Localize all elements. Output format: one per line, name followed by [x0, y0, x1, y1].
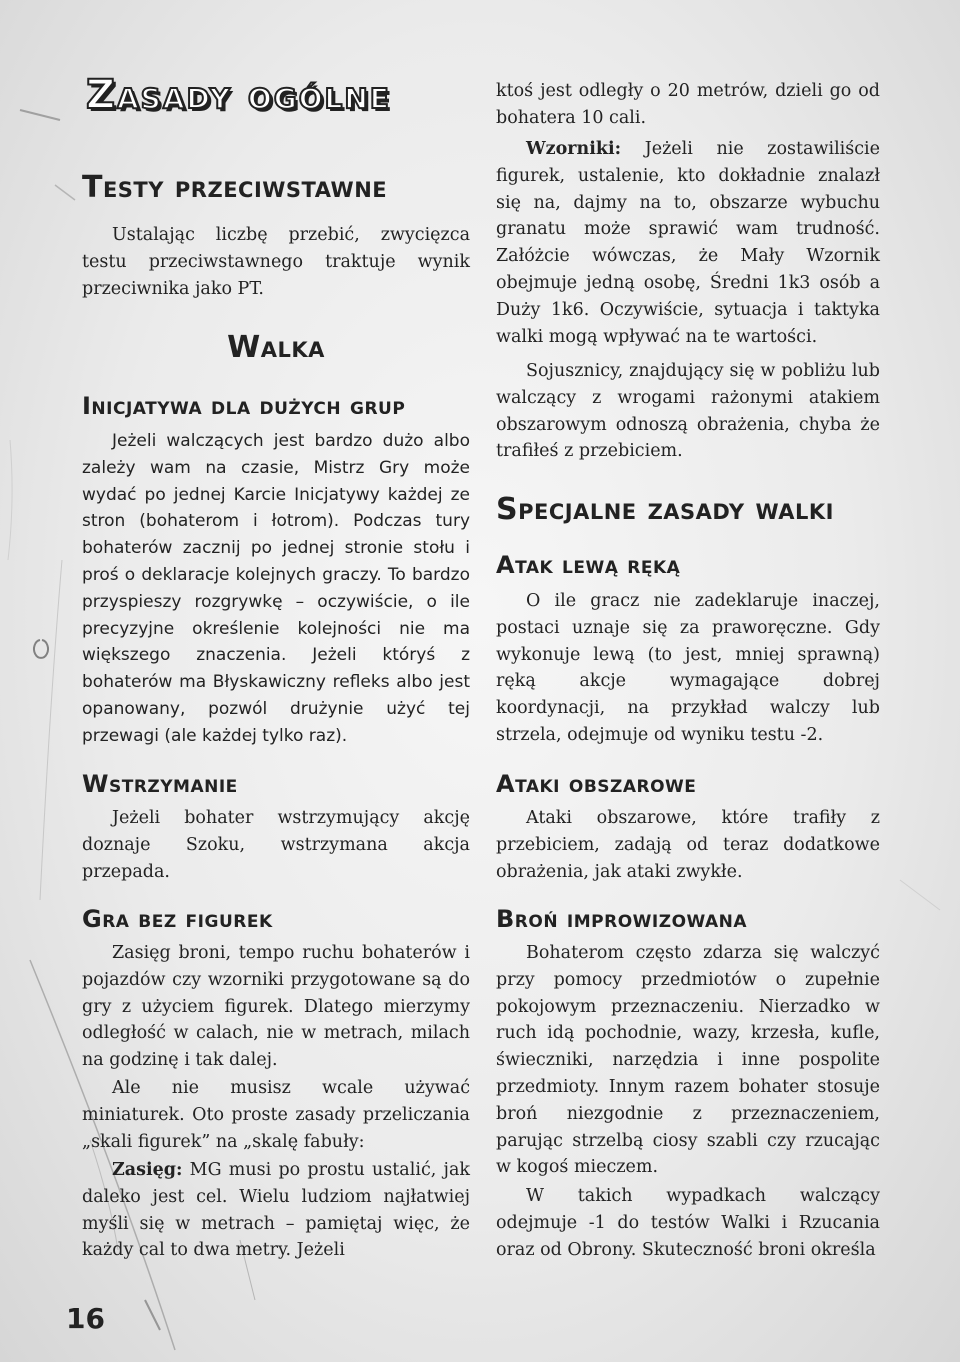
- paragraph-sojusznicy: Sojusznicy, znajdujący się w pobliżu lub walczący z wrogami rażonymi atakiem obszarowym odnoszą obrażenia, chyba że trafiłeś z przebiciem.: [496, 361, 880, 462]
- heading-testy-przeciwstawne: Testy przeciwstawne: [82, 170, 388, 205]
- paragraph-continuation: ktoś jest odległy o 20 metrów, dzieli go od bohatera 10 cali.: [496, 81, 880, 128]
- paragraph-bron-2: W takich wypadkach walczący odejmuje -1 do testów Walki i Rzucania oraz od Obrony. Skuteczność broni określa: [496, 1186, 880, 1260]
- paragraph-gra-2: Ale nie musisz wcale używać miniaturek. Oto proste zasady przeliczania „skali figurek” na „skalę fabuły:: [82, 1078, 470, 1152]
- heading-ataki-obszarowe: Ataki obszarowe: [496, 770, 697, 798]
- text-zasieg: MG musi po prostu ustalić, jak daleko jest cel. Wielu ludziom najłatwiej myśli się w metrach – pamiętaj więc, że każdy cal to dwa metry. Jeżeli: [82, 1160, 470, 1261]
- paragraph-gra-1: Zasięg broni, tempo ruchu bohaterów i pojazdów czy wzorniki przygotowane są do gry z użyciem figurek. Dlatego mierzymy odległość w calach, nie w metrach, milach na godzinę i tak dalej.: [82, 943, 470, 1071]
- paragraph-gra-3: [82, 1157, 470, 1264]
- paragraph-wzorniki: [496, 136, 880, 350]
- heading-bron-improwizowana: Broń improwizowana: [496, 905, 748, 933]
- page-title: Zasady ogólne: [86, 72, 391, 118]
- heading-wstrzymanie: Wstrzymanie: [82, 770, 238, 798]
- page-number: 16: [66, 1302, 105, 1335]
- paragraph-wstrzymanie: Jeżeli bohater wstrzymujący akcję doznaje Szoku, wstrzymana akcja przepada.: [82, 808, 470, 882]
- paragraph-atak: O ile gracz nie zadeklaruje inaczej, postaci uznaje się za praworęczne. Gdy wykonuje lewą (to jest, mniej sprawną) ręką akcje wymagające dobrej koordynacji, na przykład walczy lub strzela, odejmuje od wyniku testu -2.: [496, 591, 880, 745]
- paragraph-inicjatywa: Jeżeli walczących jest bardzo dużo albo zależy wam na czasie, Mistrz Gry może wydać po jednej Karcie Inicjatywy każdej ze stron (bohaterom i łotrom). Podczas tury bohaterów zacznij po jednej stronie stołu i proś o deklaracje kolejnych graczy. To bardzo przyspieszy rozgrywkę – oczywiście, o ile precyzyjne określenie kolejności nie ma większego znaczenia. Jeżeli któryś z bohaterów ma Błyskawiczny refleks albo jest opanowany, pozwól drużynie użyć tej przewagi (ale każdej tylko raz).: [82, 431, 470, 746]
- heading-specjalne-zasady: Specjalne zasady walki: [496, 492, 834, 527]
- paragraph-bron-1: Bohaterom często zdarza się walczyć przy pomocy przedmiotów o zupełnie pokojowym przeznaczeniu. Nierzadko w ruch idą pochodnie, wazy, krzesła, kufle, świeczniki, narzędzia i inne pospolite przedmioty. Innym razem bohater stosuje broń niezgodnie z przeznaczeniem, parując strzelbą ciosy szabli czy rzucając w kogoś mieczem.: [496, 943, 880, 1178]
- label-zasieg: Zasięg:: [112, 1160, 183, 1180]
- heading-inicjatywa: Inicjatywa dla dużych grup: [82, 392, 406, 420]
- paragraph-ataki: Ataki obszarowe, które trafiły z przebiciem, zadają od teraz dodatkowe obrażenia, jak ataki zwykłe.: [496, 808, 880, 882]
- heading-gra-bez-figurek: Gra bez figurek: [82, 905, 273, 933]
- text-wzorniki: Jeżeli nie zostawiliście figurek, ustalenie, kto dokładnie znalazł się na, dajmy na to, obszarze wybuchu granatu może sprawić wam trudność. Załóżcie wówczas, że Mały Wzornik obejmuje jedną osobę, Średni 1k3 osób a Duży 1k6. Oczywiście, sytuacja i taktyka walki mogą wpływać na te wartości.: [496, 139, 880, 347]
- heading-walka: Walka: [227, 330, 325, 365]
- heading-atak-lewa-reka: Atak lewą ręką: [496, 551, 681, 579]
- label-wzorniki: Wzorniki:: [526, 139, 622, 159]
- paragraph-testy: Ustalając liczbę przebić, zwycięzca testu przeciwstawnego traktuje wynik przeciwnika jako PT.: [82, 225, 470, 299]
